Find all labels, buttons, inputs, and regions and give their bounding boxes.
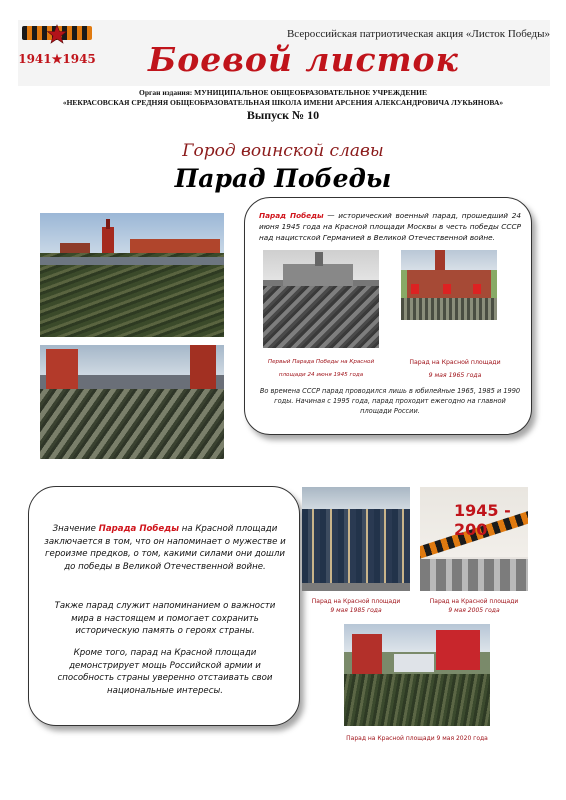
term-highlight: Парада Победы <box>98 524 179 534</box>
caption-1985-line1: Парад на Красной площади <box>311 598 401 605</box>
definition-text: — исторический военный парад, прошедший 24 июня 1945 года на Красной площади Москвы в честь победы СССР над нацистской Германией в Великой Отечественной войне. <box>259 211 521 242</box>
parade-definition <box>259 210 521 243</box>
photo-parade-1945 <box>263 250 379 348</box>
photo-parade-2020 <box>344 624 490 726</box>
parade-history-note: Во времена СССР парад проводился лишь в юбилейные 1965, 1985 и 1990 годы. Начиная с 1995 года, парад проходит ежегодно на главной площади России. <box>259 387 521 415</box>
school-name: «НЕКРАСОВСКАЯ СРЕДНЯЯ ОБЩЕОБРАЗОВАТЕЛЬНАЯ ШКОЛА ИМЕНИ АРСЕНИЯ АЛЕКСАНДРОВИЧА ЛУКЬЯНОВА» <box>62 98 504 107</box>
caption-1945-line2: площади 24 июня 1945 года <box>278 372 364 378</box>
photo-parade-1985 <box>302 487 410 591</box>
caption-1985-line2: 9 мая 1985 года <box>330 607 382 614</box>
page-title: Парад Победы <box>174 164 392 193</box>
masthead <box>18 20 550 86</box>
significance-text: на Красной площади заключается в том, что он напоминает о мужестве и героизме предков, о том, какими силами они дошли до победы в Великой Отечественной войне. <box>44 524 286 572</box>
newsletter-title: Боевой листок <box>148 40 459 79</box>
caption-2005-line1: Парад на Красной площади <box>429 598 519 605</box>
caption-2005 <box>418 597 530 615</box>
photo-parade-1965 <box>401 250 497 320</box>
photo-red-square-parade-aerial <box>40 213 224 337</box>
section-subtitle: Город воинской славы <box>182 141 384 161</box>
victory-logo <box>18 26 96 80</box>
photo-red-square-parade-columns <box>40 345 224 459</box>
issue-number: Выпуск № 10 <box>246 108 320 122</box>
term-highlight: Парад Победы <box>259 211 324 220</box>
logo-years: 1941★1945 <box>18 52 96 66</box>
significance-paragraph <box>43 523 287 573</box>
caption-1965-line1: Парад на Красной площади <box>409 359 501 366</box>
caption-2005-line2: 9 мая 2005 года <box>448 607 500 614</box>
caption-1985 <box>300 597 412 615</box>
caption-2020: Парад на Красной площади 9 мая 2020 года <box>346 735 488 742</box>
banner-years: 1945 - 200 <box>454 501 511 539</box>
parade-definition-card <box>244 197 532 435</box>
caption-1945-line1: Первый Парада Победы на Красной <box>267 359 375 365</box>
publisher-line: Орган издания: МУНИЦИПАЛЬНОЕ ОБЩЕОБРАЗОВАТЕЛЬНОЕ УЧРЕЖДЕНИЕ <box>138 88 428 97</box>
parade-significance-card <box>28 486 300 726</box>
army-paragraph: Кроме того, парад на Красной площади демонстрирует мощь Российской армии и способность страны уверенно отстаивать свои национальные интересы. <box>57 648 273 696</box>
significance-prefix: Значение <box>52 524 99 534</box>
caption-1965-line2: 9 мая 1965 года <box>428 372 482 379</box>
caption-1965 <box>397 356 513 382</box>
photo-parade-2005 <box>420 487 528 591</box>
peace-paragraph: Также парад служит напоминанием о важности мира в настоящем и помогает сохранить историческую память о героях страны. <box>54 601 276 636</box>
caption-1945 <box>263 356 379 382</box>
campaign-name: Всероссийская патриотическая акция «Листок Победы» <box>286 28 550 40</box>
order-star-icon <box>46 24 68 44</box>
